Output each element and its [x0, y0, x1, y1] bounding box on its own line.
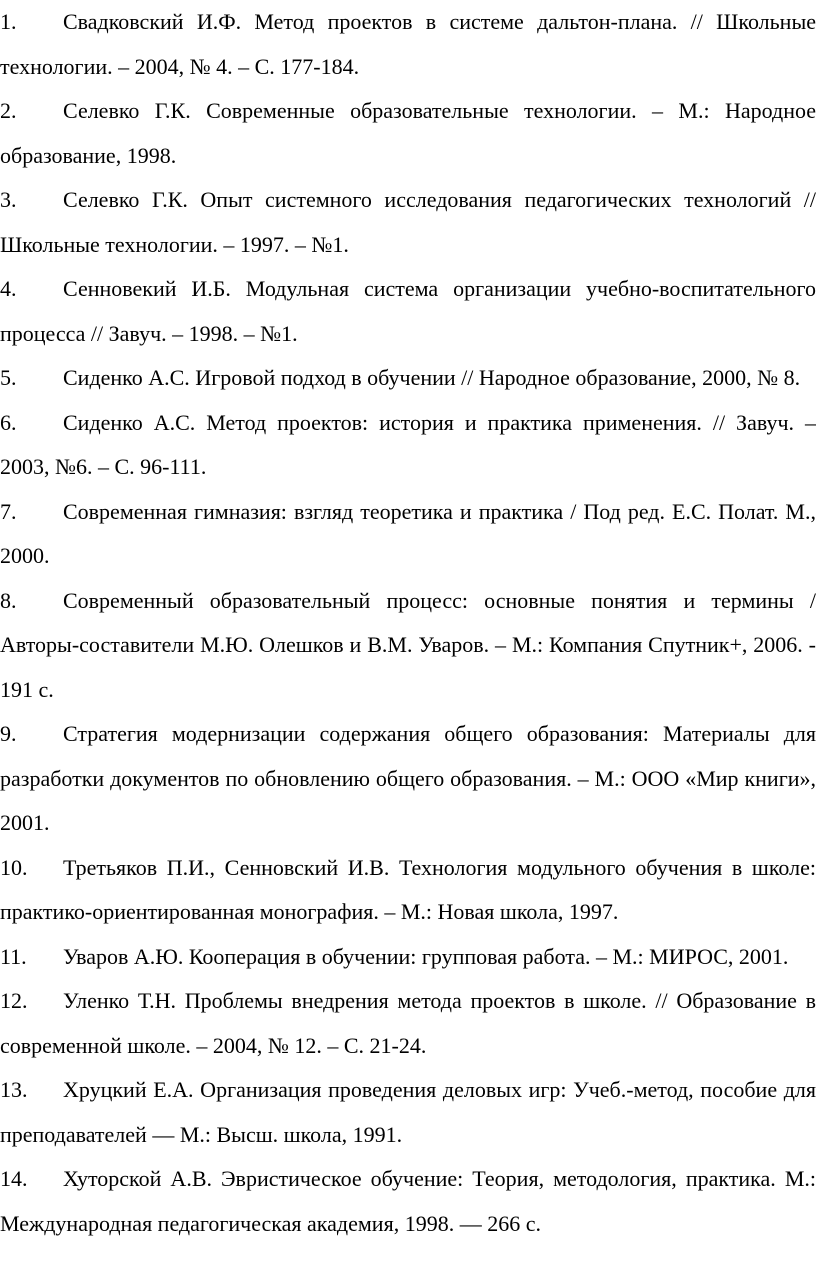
reference-text: Третьяков П.И., Сенновский И.В. Технология модульного обучения в школе: практико-ориентированная монография. – М.: Новая школа, 1997. [0, 854, 816, 924]
reference-item [0, 356, 816, 401]
reference-text: Сиденко А.С. Игровой подход в обучении // Народное образование, 2000, № 8. [63, 365, 801, 390]
reference-text: Современный образовательный процесс: основные понятия и термины / Авторы-составители М.Ю. Олешков и В.М. Уваров. – М.: Компания Спутник+, 2006. - 191 с. [0, 587, 816, 702]
reference-number: 3. [0, 187, 17, 212]
reference-number: 9. [0, 721, 17, 746]
reference-number: 12. [0, 988, 28, 1013]
reference-item [0, 1157, 816, 1246]
reference-item [0, 979, 816, 1068]
reference-text: Стратегия модернизации содержания общего образования: Материалы для разработки документов по обновлению общего образования. – М.: ООО «Мир книги», 2001. [0, 721, 816, 835]
reference-number: 14. [0, 1166, 28, 1191]
reference-item [0, 89, 816, 178]
reference-item [0, 267, 816, 356]
reference-item [0, 935, 816, 980]
reference-number: 10. [0, 854, 28, 880]
reference-number: 11. [0, 943, 27, 969]
reference-text: Селевко Г.К. Опыт системного исследования педагогических технологий // Школьные технологии. – 1997. – №1. [0, 187, 816, 257]
reference-item [0, 1068, 816, 1157]
reference-number: 7. [0, 498, 17, 524]
reference-item [0, 490, 816, 579]
reference-item [0, 178, 816, 267]
reference-text: Уленко Т.Н. Проблемы внедрения метода проектов в школе. // Образование в современной школе. – 2004, № 12. – С. 21-24. [0, 988, 816, 1058]
reference-text: Сенновекий И.Б. Модульная система организации учебно-воспитательного процесса // Завуч. – 1998. – №1. [0, 276, 816, 346]
reference-number: 1. [0, 9, 17, 34]
reference-item [0, 0, 816, 89]
reference-number: 5. [0, 365, 17, 390]
reference-number: 4. [0, 276, 17, 301]
reference-number: 13. [0, 1077, 28, 1102]
reference-text: Уваров А.Ю. Кооперация в обучении: групповая работа. – М.: МИРОС, 2001. [63, 943, 789, 969]
reference-number: 2. [0, 98, 17, 123]
reference-text: Свадковский И.Ф. Метод проектов в системе дальтон-плана. // Школьные технологии. – 2004, № 4. – С. 177-184. [0, 9, 816, 79]
reference-text: Селевко Г.К. Современные образовательные технологии. – М.: Народное образование, 1998. [0, 98, 816, 168]
reference-text: Хуторской А.В. Эвристическое обучение: Теория, методология, практика. М.: Международная педагогическая академия, 1998. — 266 с. [0, 1166, 816, 1236]
reference-item [0, 579, 816, 713]
reference-number: 6. [0, 409, 17, 435]
reference-text: Хруцкий Е.А. Организация проведения деловых игр: Учеб.-метод, пособие для преподавателей — М.: Высш. школа, 1991. [0, 1077, 816, 1147]
reference-text: Сиденко А.С. Метод проектов: история и практика применения. // Завуч. – 2003, №6. – С. 96-111. [0, 409, 816, 479]
reference-number: 8. [0, 587, 17, 613]
reference-item [0, 712, 816, 846]
reference-item [0, 846, 816, 935]
reference-item [0, 401, 816, 490]
reference-text: Современная гимназия: взгляд теоретика и практика / Под ред. Е.С. Полат. М., 2000. [0, 498, 816, 568]
